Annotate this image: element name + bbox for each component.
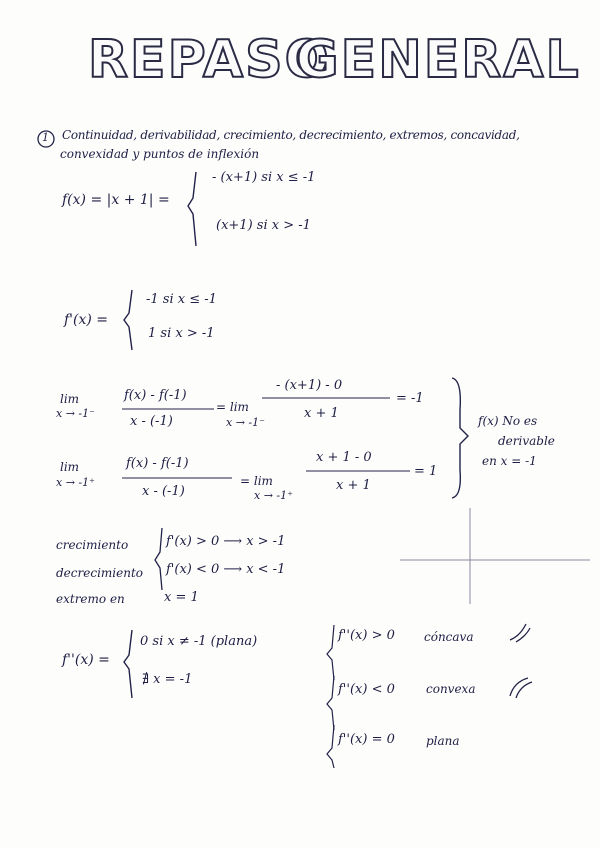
- extremo-label: extremo en: [56, 592, 125, 606]
- brace-monotony: [155, 528, 162, 590]
- lim-right-num2: x + 1 - 0: [316, 450, 372, 465]
- lim-left-sub: x → -1⁻: [56, 407, 95, 420]
- lim-left-result: = -1: [396, 391, 424, 406]
- lim-left-num2: - (x+1) - 0: [276, 378, 343, 393]
- f-lhs: f(x) = |x + 1| =: [62, 192, 170, 208]
- curv-row3-word: plana: [426, 734, 460, 748]
- lim-left-den2: x + 1: [304, 406, 339, 421]
- section-heading-line2: convexidad y puntos de inflexión: [60, 147, 260, 161]
- lim-left-den: x - (-1): [130, 414, 173, 429]
- section-number: 1: [42, 131, 49, 144]
- extremo-expr: x = 1: [164, 590, 199, 605]
- convex-mark: [510, 678, 528, 696]
- title-word-2: GENERAL: [296, 30, 581, 90]
- brace-limits: [452, 378, 468, 498]
- decrec-expr: f'(x) < 0 ⟶ x < -1: [166, 562, 286, 577]
- fsecond-lhs: f''(x) =: [62, 652, 110, 668]
- f-case-1: - (x+1) si x ≤ -1: [212, 170, 316, 185]
- lim-left-lim: lim: [60, 392, 80, 406]
- section-heading-line1: Continuidad, derivabilidad, crecimiento, decrecimiento, extremos, concavidad,: [62, 128, 520, 142]
- lim-right-den2: x + 1: [336, 478, 371, 493]
- curv-row3-expr: f''(x) = 0: [338, 732, 395, 747]
- decrec-label: decrecimiento: [56, 566, 143, 580]
- crec-label: crecimiento: [56, 538, 129, 552]
- curv-row2-word: convexa: [426, 682, 476, 696]
- title-word-1: REPASO: [88, 30, 331, 90]
- lim-right-den: x - (-1): [142, 484, 185, 499]
- fsecond-case-2: ∄ x = -1: [142, 672, 193, 687]
- crec-expr: f'(x) > 0 ⟶ x > -1: [166, 534, 286, 549]
- brace-f: [188, 172, 196, 246]
- concave-mark: [510, 624, 526, 640]
- lim-right-sub2: x → -1⁺: [254, 489, 293, 502]
- fprime-case-2: 1 si x > -1: [148, 326, 215, 341]
- lim-right-num: f(x) - f(-1): [126, 456, 189, 471]
- fprime-lhs: f'(x) =: [64, 312, 109, 328]
- lim-left-num: f(x) - f(-1): [124, 388, 187, 403]
- fprime-case-1: -1 si x ≤ -1: [146, 292, 217, 307]
- conclusion-line-3: en x = -1: [482, 454, 537, 468]
- lim-left-eq: = lim: [216, 400, 249, 414]
- brace-fprime: [124, 290, 132, 350]
- f-case-2: (x+1) si x > -1: [216, 218, 311, 233]
- conclusion-line-2: derivable: [498, 434, 555, 448]
- lim-left-sub2: x → -1⁻: [226, 416, 265, 429]
- lim-right-sub: x → -1⁺: [56, 476, 95, 489]
- curv-row1-word: cóncava: [424, 630, 474, 644]
- lim-right-result: = 1: [414, 464, 438, 479]
- lim-right-eq: = lim: [240, 474, 273, 488]
- conclusion-line-1: f(x) No es: [478, 414, 538, 428]
- curv-row1-expr: f''(x) > 0: [338, 628, 395, 643]
- curv-row2-expr: f''(x) < 0: [338, 682, 395, 697]
- fsecond-case-1: 0 si x ≠ -1 (plana): [140, 634, 258, 649]
- brace-fsecond: [124, 630, 132, 698]
- lim-right-lim: lim: [60, 460, 80, 474]
